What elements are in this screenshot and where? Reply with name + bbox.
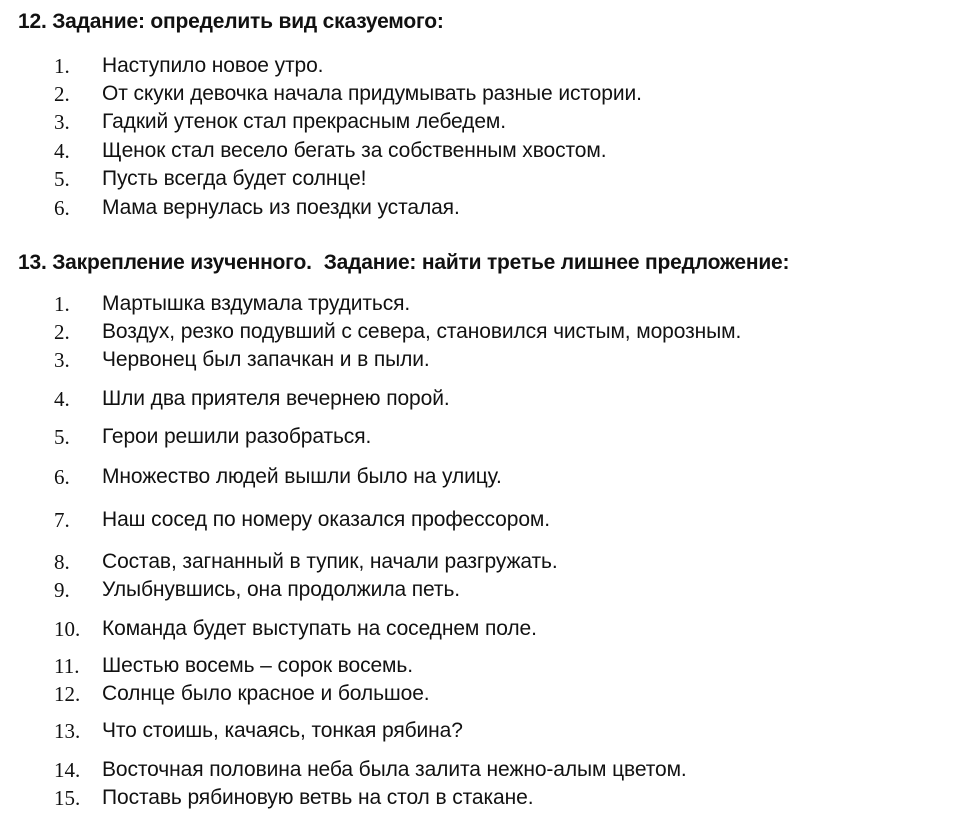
item-text: Гадкий утенок стал прекрасным лебедем. <box>102 110 506 133</box>
item-number: 4. <box>54 139 70 163</box>
item-number: 6. <box>54 196 70 220</box>
item-number: 12. <box>54 682 81 706</box>
item-number: 14. <box>54 758 81 782</box>
item-text: Щенок стал весело бегать за собственным хвостом. <box>102 139 607 162</box>
item-number: 3. <box>54 348 70 372</box>
item-number: 2. <box>54 320 70 344</box>
item-text: Мама вернулась из поездки усталая. <box>102 196 460 219</box>
item-number: 7. <box>54 508 70 532</box>
section-12-heading: 12. Задание: определить вид сказуемого: <box>18 10 444 33</box>
item-number: 13. <box>54 719 81 743</box>
item-text: Поставь рябиновую ветвь на стол в стакане. <box>102 786 534 809</box>
item-number: 4. <box>54 387 70 411</box>
item-text: Множество людей вышли было на улицу. <box>102 465 502 488</box>
item-number: 1. <box>54 54 70 78</box>
item-text: Червонец был запачкан и в пыли. <box>102 348 430 371</box>
item-number: 2. <box>54 82 70 106</box>
section-13-heading-title: 13. Закрепление изученного. <box>18 251 312 274</box>
item-number: 3. <box>54 110 70 134</box>
item-text: Пусть всегда будет солнце! <box>102 167 367 190</box>
item-text: Наш сосед по номеру оказался профессором. <box>102 508 550 531</box>
item-text: Состав, загнанный в тупик, начали разгружать. <box>102 550 558 573</box>
item-text: Шли два приятеля вечернею порой. <box>102 387 450 410</box>
item-text: Воздух, резко подувший с севера, становился чистым, морозным. <box>102 320 742 343</box>
item-text: Герои решили разобраться. <box>102 425 372 448</box>
item-number: 11. <box>54 654 80 678</box>
item-text: Улыбнувшись, она продолжила петь. <box>102 578 461 601</box>
section-13-heading <box>18 249 789 277</box>
item-number: 5. <box>54 425 70 449</box>
item-text: От скуки девочка начала придумывать разные истории. <box>102 82 642 105</box>
item-number: 8. <box>54 550 70 574</box>
item-number: 5. <box>54 167 70 191</box>
item-number: 15. <box>54 786 81 810</box>
item-text: Солнце было красное и большое. <box>102 682 430 705</box>
item-text: Что стоишь, качаясь, тонкая рябина? <box>102 719 463 742</box>
item-number: 10. <box>54 617 81 641</box>
section-13-heading-task: Задание: найти третье лишнее предложение: <box>323 251 790 274</box>
item-text: Команда будет выступать на соседнем поле. <box>102 617 537 640</box>
item-text: Восточная половина неба была залита нежно-алым цветом. <box>102 758 687 781</box>
item-text: Наступило новое утро. <box>102 54 324 77</box>
item-number: 6. <box>54 465 70 489</box>
item-text: Мартышка вздумала трудиться. <box>102 292 411 315</box>
item-number: 1. <box>54 292 70 316</box>
item-text: Шестью восемь – сорок восемь. <box>102 654 413 677</box>
item-number: 9. <box>54 578 70 602</box>
